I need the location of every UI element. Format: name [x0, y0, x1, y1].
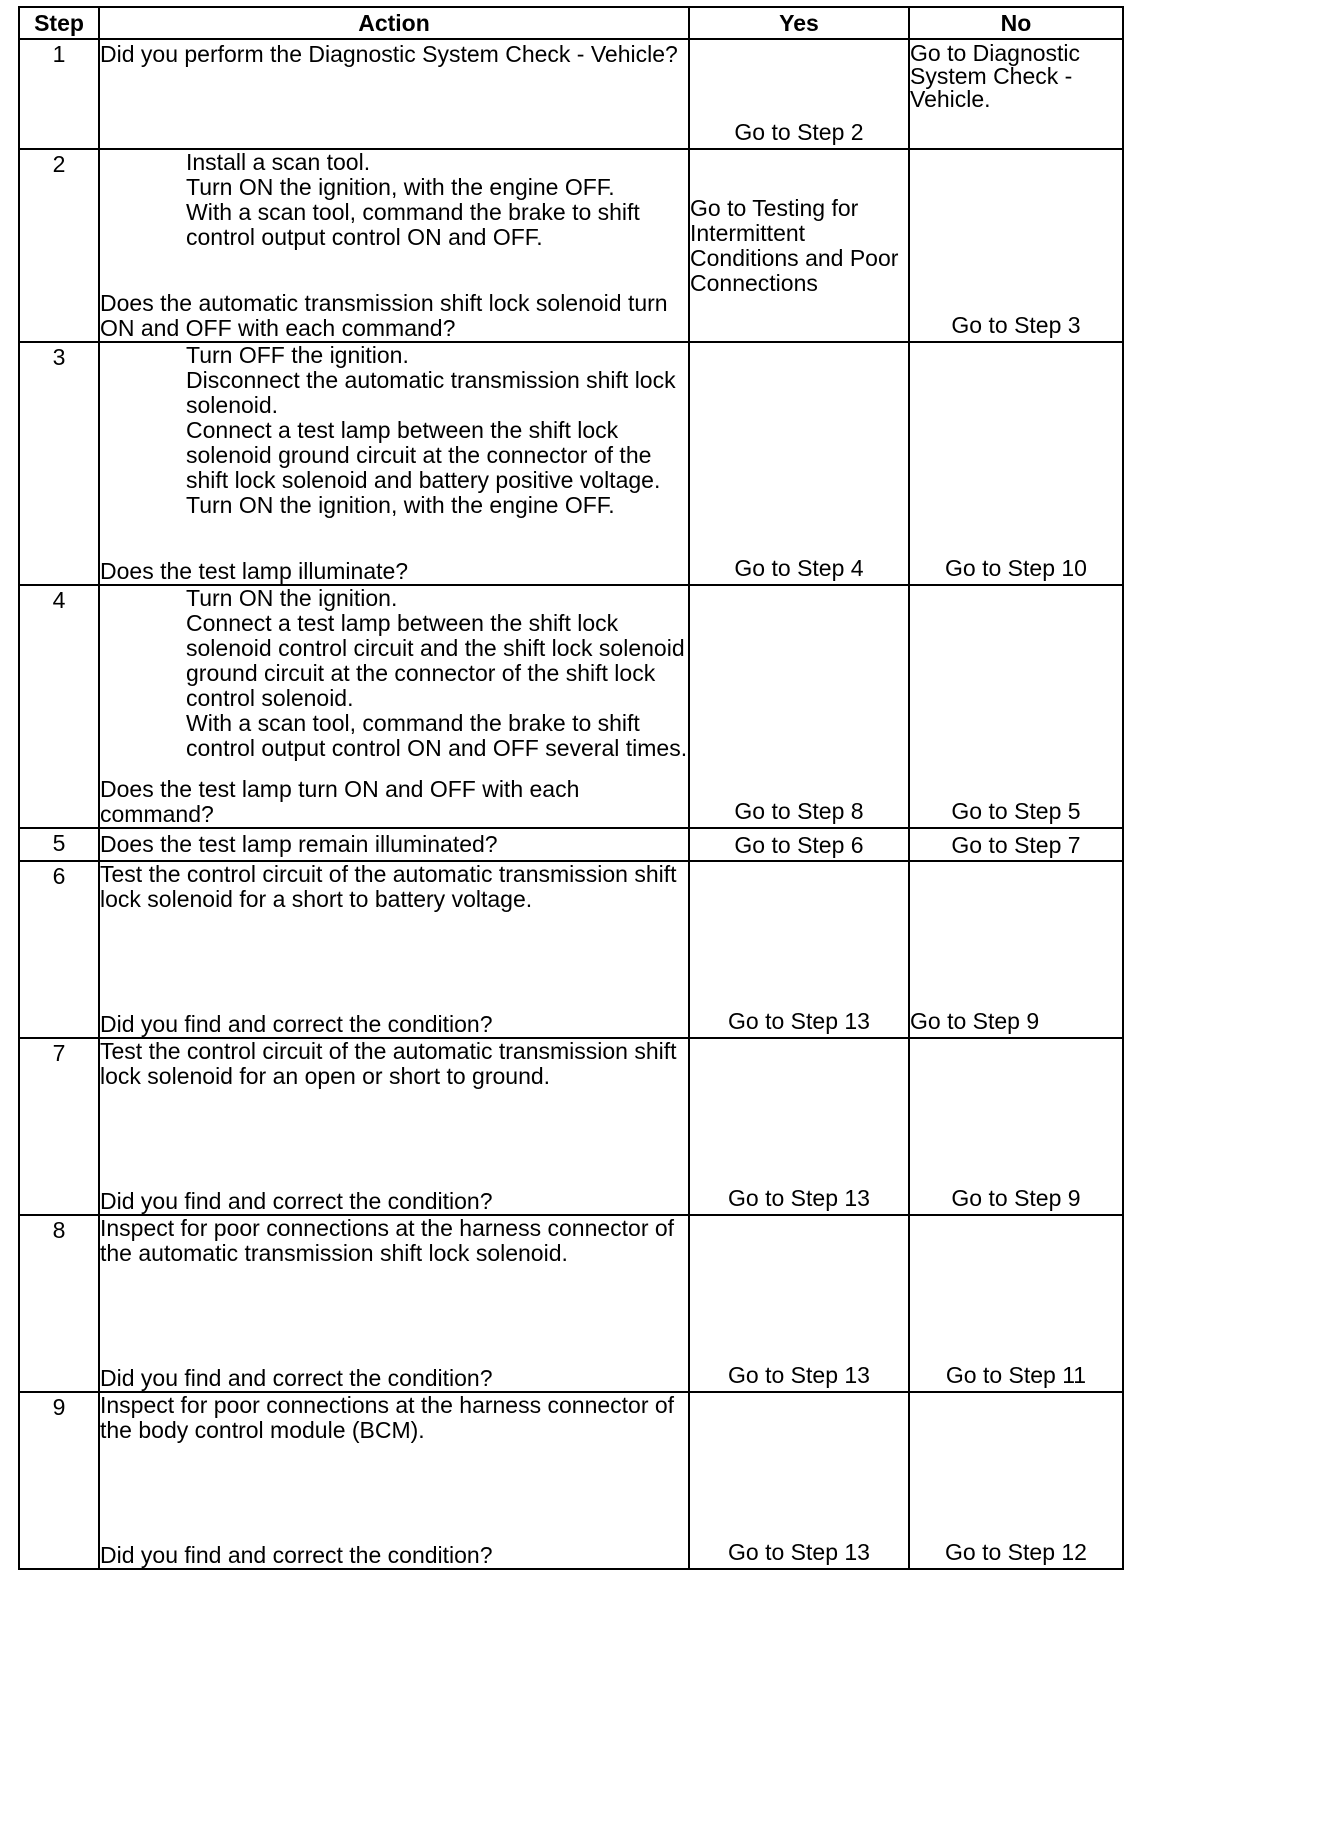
instruction-list	[100, 150, 688, 250]
table-row	[19, 1392, 1123, 1569]
no-cell	[909, 585, 1123, 828]
yes-cell	[689, 39, 909, 149]
header-row	[19, 7, 1123, 39]
yes-result: Go to Step 6	[734, 831, 864, 858]
no-cell	[909, 1215, 1123, 1392]
diagnostic-table	[18, 6, 1124, 1570]
action-cell	[99, 828, 689, 861]
yes-result: Go to Step 13	[728, 1185, 870, 1211]
yes-result: Go to Step 4	[734, 555, 864, 581]
no-cell	[909, 861, 1123, 1038]
instruction-list	[100, 586, 688, 761]
yes-cell	[689, 861, 909, 1038]
yes-result: Go to Step 8	[734, 798, 864, 824]
yes-result: Go to Step 13	[728, 1362, 870, 1388]
yes-result: Go to Testing for Intermittent Conditions and Poor Connections	[690, 194, 899, 296]
action-detail: Inspect for poor connections at the harness connector of the automatic transmission shift lock solenoid.	[100, 1215, 675, 1266]
no-cell	[909, 149, 1123, 342]
action-question: Did you find and correct the condition?	[100, 1542, 493, 1568]
action-question: Did you find and correct the condition?	[100, 1188, 493, 1214]
step-number: 2	[19, 149, 99, 342]
header-no: No	[909, 7, 1123, 39]
instruction: Connect a test lamp between the shift lock solenoid control circuit and the shift lock solenoid ground circuit at the connector of the shift lock control solenoid.	[186, 610, 685, 711]
action-cell	[99, 861, 689, 1038]
action-detail: Test the control circuit of the automatic transmission shift lock solenoid for a short to battery voltage.	[100, 861, 677, 912]
header-step: Step	[19, 7, 99, 39]
yes-cell	[689, 828, 909, 861]
no-cell	[909, 1392, 1123, 1569]
action-cell	[99, 149, 689, 342]
action-cell	[99, 585, 689, 828]
instruction: With a scan tool, command the brake to shift control output control ON and OFF several times.	[186, 710, 688, 761]
table-row	[19, 1038, 1123, 1215]
action-cell	[99, 39, 689, 149]
table-row	[19, 585, 1123, 828]
yes-cell	[689, 342, 909, 585]
no-result: Go to Step 9	[951, 1185, 1081, 1211]
action-cell	[99, 342, 689, 585]
no-result: Go to Step 7	[951, 831, 1081, 858]
action-cell	[99, 1392, 689, 1569]
step-number: 4	[19, 585, 99, 828]
instruction: Turn ON the ignition.	[186, 585, 398, 611]
header-action: Action	[99, 7, 689, 39]
yes-result: Go to Step 13	[728, 1539, 870, 1565]
instruction: Turn ON the ignition, with the engine OFF.	[186, 174, 615, 200]
no-result: Go to Step 3	[951, 312, 1081, 338]
table-row	[19, 828, 1123, 861]
no-result: Go to Diagnostic System Check - Vehicle.	[910, 40, 1081, 112]
action-question: Does the test lamp illuminate?	[100, 558, 409, 584]
instruction: With a scan tool, command the brake to shift control output control ON and OFF.	[186, 199, 640, 250]
table-row	[19, 39, 1123, 149]
table-row	[19, 342, 1123, 585]
no-cell	[909, 342, 1123, 585]
table-row	[19, 861, 1123, 1038]
yes-result: Go to Step 13	[728, 1008, 870, 1034]
no-result: Go to Step 9	[910, 1008, 1040, 1034]
action-question: Did you perform the Diagnostic System Check - Vehicle?	[100, 41, 678, 67]
instruction: Install a scan tool.	[186, 149, 371, 175]
step-number: 6	[19, 861, 99, 1038]
yes-cell	[689, 1392, 909, 1569]
action-question: Did you find and correct the condition?	[100, 1365, 493, 1391]
action-cell	[99, 1215, 689, 1392]
step-number: 1	[19, 39, 99, 149]
step-number: 9	[19, 1392, 99, 1569]
yes-cell	[689, 585, 909, 828]
action-detail: Test the control circuit of the automatic transmission shift lock solenoid for an open or short to ground.	[100, 1038, 677, 1089]
yes-cell	[689, 1038, 909, 1215]
yes-cell	[689, 149, 909, 342]
action-question: Did you find and correct the condition?	[100, 1011, 493, 1037]
instruction: Turn ON the ignition, with the engine OFF.	[186, 492, 615, 518]
action-question: Does the automatic transmission shift lock solenoid turn ON and OFF with each command?	[100, 290, 668, 341]
instruction: Connect a test lamp between the shift lock solenoid ground circuit at the connector of the shift lock solenoid and battery positive voltage.	[186, 417, 661, 493]
action-cell	[99, 1038, 689, 1215]
step-number: 5	[19, 828, 99, 861]
instruction: Disconnect the automatic transmission shift lock solenoid.	[186, 367, 676, 418]
instruction: Turn OFF the ignition.	[186, 342, 409, 368]
yes-result: Go to Step 2	[734, 119, 864, 145]
action-question: Does the test lamp remain illuminated?	[100, 831, 498, 857]
no-result: Go to Step 12	[945, 1539, 1087, 1565]
no-cell	[909, 39, 1123, 149]
yes-cell	[689, 1215, 909, 1392]
no-result: Go to Step 11	[945, 1362, 1087, 1388]
header-yes: Yes	[689, 7, 909, 39]
instruction-list	[100, 343, 688, 518]
step-number: 7	[19, 1038, 99, 1215]
table-row	[19, 149, 1123, 342]
step-number: 8	[19, 1215, 99, 1392]
no-cell	[909, 828, 1123, 861]
no-result: Go to Step 5	[951, 798, 1081, 824]
step-number: 3	[19, 342, 99, 585]
no-result: Go to Step 10	[945, 555, 1087, 581]
action-detail: Inspect for poor connections at the harness connector of the body control module (BCM).	[100, 1392, 675, 1443]
action-question: Does the test lamp turn ON and OFF with each command?	[100, 776, 580, 827]
no-cell	[909, 1038, 1123, 1215]
table-row	[19, 1215, 1123, 1392]
